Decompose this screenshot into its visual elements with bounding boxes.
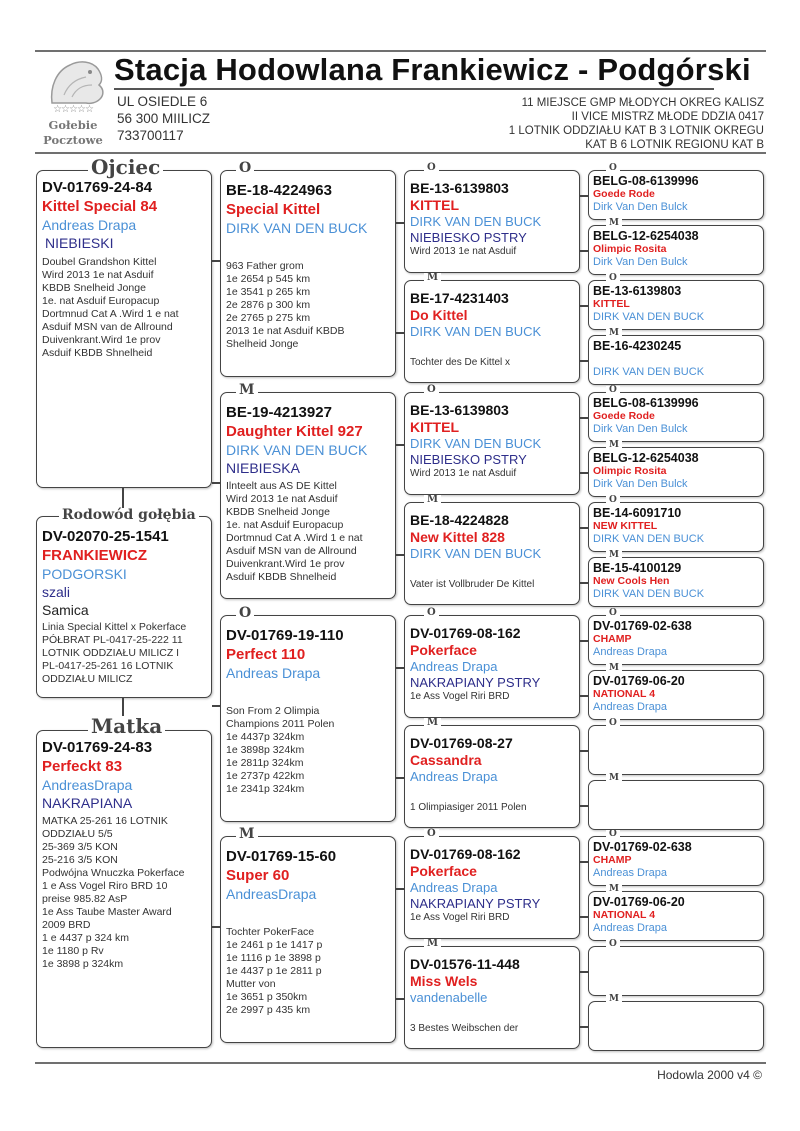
connector-line	[580, 750, 588, 752]
ancestor-card[interactable]	[588, 447, 764, 497]
sex-tag: M	[606, 329, 622, 338]
title-underline	[114, 88, 714, 90]
great-grandparent-card[interactable]	[404, 502, 580, 605]
header-rule	[35, 152, 766, 154]
great-grandparent-card[interactable]	[404, 725, 580, 828]
ancestor-card[interactable]	[588, 335, 764, 385]
connector-line	[212, 705, 220, 707]
ancestor-name: NATIONAL 4	[593, 909, 656, 921]
father-ring: DV-01769-24-84	[42, 179, 153, 196]
ancestor-ring: BE-15-4100129	[593, 561, 682, 575]
connector-line	[580, 417, 588, 419]
connector-line	[580, 805, 588, 807]
sex-tag: M	[606, 774, 622, 783]
ancestor-owner: Dirk Van Den Bulck	[593, 256, 688, 268]
great-grandparent-notes: 1e Ass Vogel Riri BRD	[410, 912, 510, 923]
achievement-line: 1 LOTNIK ODDZIAŁU KAT B 3 LOTNIK OKREGU	[508, 125, 764, 137]
ancestor-name: Olimpic Rosita	[593, 243, 667, 255]
mother-owner: AndreasDrapa	[42, 777, 133, 793]
great-grandparent-name: New Kittel 828	[410, 529, 505, 545]
pigeon-card[interactable]	[36, 516, 212, 698]
ancestor-card[interactable]	[588, 891, 764, 941]
great-grandparent-name: Cassandra	[410, 752, 482, 768]
great-grandparent-notes: Wird 2013 1e nat Asduif	[410, 246, 517, 257]
father-owner: Andreas Drapa	[42, 217, 137, 233]
sex-tag: O	[606, 496, 620, 505]
father-card[interactable]	[36, 170, 212, 488]
connector-line	[212, 482, 220, 484]
father-legend: Ojciec	[88, 157, 163, 177]
ancestor-ring: BE-14-6091710	[593, 506, 682, 520]
address-street: UL OSIEDLE 6	[117, 94, 208, 109]
great-grandparent-name: Miss Wels	[410, 973, 478, 989]
address	[117, 93, 210, 144]
great-grandparent-name: KITTEL	[410, 419, 459, 435]
sex-tag: M	[606, 995, 622, 1004]
connector-line	[396, 667, 404, 669]
grandparent-notes: 963 Father grom 1e 2654 p 545 km 1e 3541 p 265 km 2e 2876 p 300 km 2e 2765 p 275 km 2013 1e nat Asduif KBDB Shelheid Jonge	[226, 260, 345, 350]
achievement-line: 11 MIEJSCE GMP MŁODYCH OKREG KALISZ	[521, 97, 764, 109]
great-grandparent-notes: 1 Olimpiasiger 2011 Polen	[410, 802, 527, 813]
connector-line	[580, 472, 588, 474]
great-grandparent-ring: BE-17-4231403	[410, 290, 509, 306]
ancestor-ring: BELG-08-6139996	[593, 174, 699, 188]
great-grandparent-color: NIEBIESKO PSTRY	[410, 452, 527, 467]
ancestor-ring: DV-01769-06-20	[593, 674, 685, 688]
great-grandparent-owner: DIRK VAN DEN BUCK	[410, 546, 542, 561]
ancestor-name: Goede Rode	[593, 410, 655, 422]
ancestor-owner: Andreas Drapa	[593, 646, 667, 658]
ancestor-name: CHAMP	[593, 633, 632, 645]
great-grandparent-card[interactable]	[404, 836, 580, 939]
address-phone: 733700117	[117, 128, 184, 143]
ancestor-card[interactable]	[588, 557, 764, 607]
great-grandparent-ring: DV-01576-11-448	[410, 956, 520, 972]
ancestor-card[interactable]	[588, 615, 764, 665]
logo-line1: Gołebie	[48, 118, 98, 132]
ancestor-card[interactable]	[588, 1001, 764, 1051]
sex-tag: O	[424, 829, 439, 839]
spacer	[226, 902, 391, 922]
great-grandparent-owner: Andreas Drapa	[410, 769, 498, 784]
rating-stars-icon: ☆☆☆☆☆	[53, 104, 93, 115]
ancestor-ring: BELG-12-6254038	[593, 451, 699, 465]
ancestor-name	[593, 729, 759, 742]
sex-tag: O	[606, 386, 620, 395]
grandparent-name: Daughter Kittel 927	[226, 423, 363, 440]
connector-line	[580, 1026, 588, 1028]
great-grandparent-owner: DIRK VAN DEN BUCK	[410, 214, 542, 229]
great-grandparent-owner: Andreas Drapa	[410, 659, 498, 674]
achievement-line: II VICE MISTRZ MŁODE DDZIA 0417	[571, 111, 764, 123]
pigeon-owner: PODGORSKI	[42, 566, 127, 582]
mother-ring: DV-01769-24-83	[42, 739, 153, 756]
great-grandparent-ring: BE-18-4224828	[410, 512, 509, 528]
ancestor-card[interactable]	[588, 392, 764, 442]
spacer	[410, 784, 575, 801]
mother-notes: MATKA 25-261 16 LOTNIK ODDZIAŁU 5/5 25-369 3/5 KON 25-216 3/5 KON Podwójna Wnuczka Pokerface 1 e Ass Vogel Riro BRD 10 preise 985.82 AsP 1e Ass Taube Master Award 2009 BRD 1 e 4437 p 324 km 1e 1180 p Rv 1e 3898 p 324km	[42, 815, 185, 970]
great-grandparent-ring: BE-13-6139803	[410, 180, 509, 196]
ancestor-name: NATIONAL 4	[593, 688, 656, 700]
great-grandparent-owner: DIRK VAN DEN BUCK	[410, 436, 542, 451]
great-grandparent-notes: 3 Bestes Weibschen der	[410, 1023, 519, 1034]
spacer	[410, 1005, 575, 1022]
grandparent-card[interactable]	[220, 836, 396, 1043]
connector-line	[580, 582, 588, 584]
connector-line	[580, 250, 588, 252]
connector-line	[580, 695, 588, 697]
great-grandparent-card[interactable]	[404, 946, 580, 1049]
pigeon-head-icon	[46, 57, 106, 105]
ancestor-owner: Dirk Van Den Bulck	[593, 423, 688, 435]
spacer	[226, 681, 391, 701]
mother-card[interactable]	[36, 730, 212, 1048]
connector-line	[580, 971, 588, 973]
great-grandparent-ring: DV-01769-08-27	[410, 735, 513, 751]
sex-tag: O	[606, 719, 620, 728]
sex-tag: O	[424, 608, 439, 618]
ancestor-card[interactable]	[588, 502, 764, 552]
connector-line	[580, 360, 588, 362]
ancestor-ring: DV-01769-02-638	[593, 619, 692, 633]
pigeon-ring: DV-02070-25-1541	[42, 528, 169, 545]
address-city: 56 300 MIILICZ	[117, 111, 211, 126]
logo-line2: Pocztowe	[43, 133, 103, 147]
connector-line	[580, 527, 588, 529]
ancestor-owner: Andreas Drapa	[593, 867, 667, 879]
great-grandparent-owner: vandenabelle	[410, 990, 488, 1005]
spacer	[226, 236, 391, 256]
ancestor-owner: DIRK VAN DEN BUCK	[593, 533, 705, 545]
ancestor-ring: BELG-12-6254038	[593, 229, 699, 243]
great-grandparent-color: NAKRAPIANY PSTRY	[410, 675, 541, 690]
ancestor-name	[593, 784, 759, 797]
grandparent-name: Perfect 110	[226, 646, 306, 663]
great-grandparent-color: NIEBIESKO PSTRY	[410, 230, 527, 245]
great-grandparent-card[interactable]	[404, 615, 580, 718]
mother-color: NAKRAPIANA	[42, 795, 133, 811]
pigeon-color: szali	[42, 584, 71, 600]
great-grandparent-owner: DIRK VAN DEN BUCK	[410, 324, 542, 339]
ancestor-card[interactable]	[588, 780, 764, 830]
great-grandparent-ring: BE-13-6139803	[410, 402, 509, 418]
sex-tag: O	[236, 606, 254, 620]
sex-tag: O	[606, 830, 620, 839]
great-grandparent-notes: 1e Ass Vogel Riri BRD	[410, 691, 510, 702]
pigeon-legend: Rodowód gołębia	[59, 508, 199, 522]
connector-line	[580, 305, 588, 307]
ancestor-name: Olimpic Rosita	[593, 465, 667, 477]
sex-tag: M	[236, 827, 258, 841]
grandparent-notes: Ilnteelt aus AS DE Kittel Wird 2013 1e nat Asduif KBDB Snelheid Jonge 1e. nat Asduif Europacup Dortmnud Cat A .Wird 1 e nat Asduif MSN van de Allround Duivenkrant.Wird 1e prov Asduif KBDB Shnelheid	[226, 480, 363, 583]
achievement-line: KAT B 6 LOTNIK REGIONU KAT B	[585, 139, 764, 151]
ancestor-owner: Andreas Drapa	[593, 701, 667, 713]
great-grandparent-owner: Andreas Drapa	[410, 880, 498, 895]
connector-line	[396, 554, 404, 556]
grandparent-owner: DIRK VAN DEN BUCK	[226, 220, 368, 236]
great-grandparent-name: KITTEL	[410, 197, 459, 213]
connector-line	[212, 260, 220, 262]
grandparent-ring: BE-19-4213927	[226, 404, 332, 421]
ancestor-name	[593, 1005, 759, 1018]
ancestor-card[interactable]	[588, 170, 764, 220]
ancestor-card[interactable]	[588, 280, 764, 330]
pigeon-name: FRANKIEWICZ	[42, 547, 147, 564]
ancestor-card[interactable]	[588, 670, 764, 720]
spacer	[410, 339, 575, 356]
great-grandparent-name: Pokerface	[410, 863, 477, 879]
grandparent-name: Special Kittel	[226, 201, 321, 218]
sex-tag: M	[606, 885, 622, 894]
sex-tag: O	[606, 940, 620, 949]
connector-line	[580, 640, 588, 642]
great-grandparent-notes: Tochter des De Kittel x	[410, 357, 511, 368]
great-grandparent-color: NAKRAPIANY PSTRY	[410, 896, 541, 911]
page-title: Stacja Hodowlana Frankiewicz - Podgórski	[114, 52, 751, 87]
connector-line	[580, 916, 588, 918]
sex-tag: O	[236, 161, 254, 175]
ancestor-owner: Dirk Van Den Bulck	[593, 201, 688, 213]
great-grandparent-ring: DV-01769-08-162	[410, 625, 521, 641]
connector-line	[212, 926, 220, 928]
ancestor-ring: DV-01769-06-20	[593, 895, 685, 909]
ancestor-owner: Andreas Drapa	[593, 922, 667, 934]
mother-legend: Matka	[88, 716, 165, 736]
sex-tag: O	[424, 163, 439, 173]
ancestor-card[interactable]	[588, 225, 764, 275]
grandparent-owner: AndreasDrapa	[226, 886, 317, 902]
father-color: NIEBIESKI	[45, 235, 114, 251]
grandparent-name: Super 60	[226, 867, 290, 884]
ancestor-name: Goede Rode	[593, 188, 655, 200]
grandparent-card[interactable]	[220, 392, 396, 599]
great-grandparent-notes: Wird 2013 1e nat Asduif	[410, 468, 517, 479]
ancestor-name: NEW KITTEL	[593, 520, 658, 532]
father-notes: Doubel Grandshon Kittel Wird 2013 1e nat Asduif KBDB Snelheid Jonge 1e. nat Asduif Europacup Dortmnud Cat A .Wird 1 e nat Asduif MSN van de Allround Duivenkrant.Wird 1e prov Asduif KBDB Shnelheid	[42, 256, 179, 359]
ancestor-owner: DIRK VAN DEN BUCK	[593, 311, 705, 323]
sex-tag: M	[424, 718, 441, 728]
connector-line	[396, 998, 404, 1000]
grandparent-ring: DV-01769-15-60	[226, 848, 337, 865]
great-grandparent-ring: DV-01769-08-162	[410, 846, 521, 862]
logo	[36, 57, 110, 149]
sex-tag: M	[424, 939, 441, 949]
great-grandparent-name: Pokerface	[410, 642, 477, 658]
father-name: Kittel Special 84	[42, 198, 158, 215]
connector-line	[580, 861, 588, 863]
sex-tag: O	[606, 164, 620, 173]
sex-tag: M	[606, 551, 622, 560]
pigeon-notes: Linia Special Kittel x Pokerface PÓŁBRAT PL-0417-25-222 11 LOTNIK ODDZIAŁU MILICZ I PL-0417-25-261 16 LOTNIK ODDZIAŁU MILICZ	[42, 621, 187, 685]
sex-tag: M	[424, 273, 441, 283]
achievements	[509, 96, 764, 152]
connector-line	[396, 222, 404, 224]
grandparent-notes: Tochter PokerFace 1e 2461 p 1e 1417 p 1e 1116 p 1e 3898 p 1e 4437 p 1e 2811 p Mutter von 1e 3651 p 350km 2e 2997 p 435 km	[226, 926, 323, 1016]
great-grandparent-notes: Vater ist Vollbruder De Kittel	[410, 579, 535, 590]
grandparent-notes: Son From 2 Olimpia Champions 2011 Polen 1e 4437p 324km 1e 3898p 324km 1e 2811p 324km 1e 2737p 422km 1e 2341p 324km	[226, 705, 335, 795]
footer-rule	[35, 1062, 766, 1064]
great-grandparent-card[interactable]	[404, 170, 580, 273]
sex-tag: O	[424, 385, 439, 395]
great-grandparent-card[interactable]	[404, 280, 580, 383]
sex-tag: M	[606, 664, 622, 673]
ancestor-ring: BELG-08-6139996	[593, 396, 699, 410]
sex-tag: O	[606, 274, 620, 283]
connector-line	[396, 444, 404, 446]
ancestor-name: New Cools Hen	[593, 575, 670, 587]
footer-credit: Hodowla 2000 v4 ©	[657, 1068, 762, 1082]
connector-line	[396, 777, 404, 779]
sex-tag: O	[606, 609, 620, 618]
ancestor-owner: DIRK VAN DEN BUCK	[593, 366, 705, 378]
ancestor-ring: BE-13-6139803	[593, 284, 682, 298]
sex-tag: M	[236, 383, 258, 397]
connector-line	[396, 332, 404, 334]
great-grandparent-name: Do Kittel	[410, 307, 468, 323]
grandparent-owner: Andreas Drapa	[226, 665, 321, 681]
grandparent-card[interactable]	[220, 170, 396, 377]
ancestor-card[interactable]	[588, 725, 764, 775]
grandparent-color: NIEBIESKA	[226, 460, 300, 476]
grandparent-owner: DIRK VAN DEN BUCK	[226, 442, 368, 458]
pigeon-sex: Samica	[42, 602, 89, 618]
ancestor-owner: DIRK VAN DEN BUCK	[593, 588, 705, 600]
sex-tag: M	[424, 495, 441, 505]
mother-name: Perfeckt 83	[42, 758, 123, 775]
sex-tag: M	[606, 441, 622, 450]
sex-tag: M	[606, 219, 622, 228]
ancestor-card[interactable]	[588, 836, 764, 886]
grandparent-card[interactable]	[220, 615, 396, 822]
connector-line	[396, 888, 404, 890]
ancestor-ring: BE-16-4230245	[593, 339, 682, 353]
ancestor-ring: DV-01769-02-638	[593, 840, 692, 854]
ancestor-name	[593, 353, 759, 366]
great-grandparent-card[interactable]	[404, 392, 580, 495]
spacer	[410, 561, 575, 578]
ancestor-name: KITTEL	[593, 298, 630, 310]
ancestor-owner: Dirk Van Den Bulck	[593, 478, 688, 490]
ancestor-card[interactable]	[588, 946, 764, 996]
grandparent-ring: DV-01769-19-110	[226, 627, 344, 644]
ancestor-name: CHAMP	[593, 854, 632, 866]
connector-line	[580, 195, 588, 197]
grandparent-ring: BE-18-4224963	[226, 182, 332, 199]
ancestor-name	[593, 950, 759, 963]
